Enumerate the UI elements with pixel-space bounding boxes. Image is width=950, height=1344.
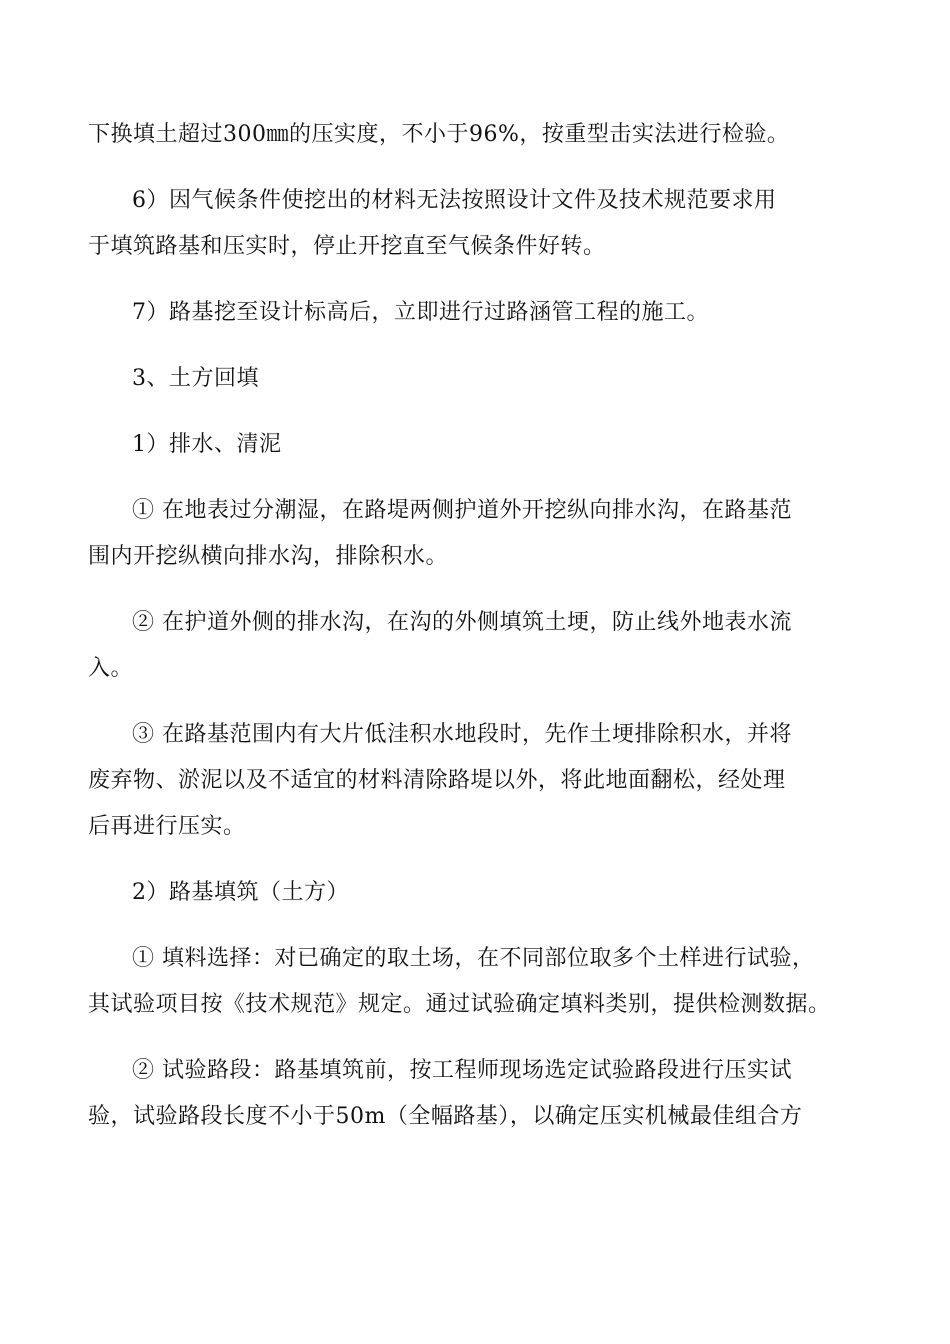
section-heading-earth-backfill: [88, 356, 878, 402]
paragraph-line: 后再进行压实。: [88, 814, 246, 839]
paragraph-item-7: [88, 290, 878, 336]
paragraph-drainage-point-2: [88, 600, 878, 692]
paragraph-line: ① 在地表过分潮湿，在路堤两侧护道外开挖纵向排水沟，在路基范: [132, 498, 792, 523]
paragraph-line: 废弃物、淤泥以及不适宜的材料清除路堤以外，将此地面翻松，经处理: [88, 768, 786, 793]
paragraph-line: 2）路基填筑（土方）: [132, 880, 349, 905]
paragraph-line: 1）排水、清泥: [132, 432, 282, 457]
subheading-drainage-desilting: [88, 422, 878, 468]
paragraph-line: ② 试验路段：路基填筑前，按工程师现场选定试验路段进行压实试: [132, 1058, 792, 1083]
paragraph-line: 其试验项目按《技术规范》规定。通过试验确定填料类别，提供检测数据。: [88, 992, 831, 1017]
paragraph-line: 7）路基挖至设计标高后，立即进行过路涵管工程的施工。: [132, 300, 709, 325]
paragraph-line: 入。: [88, 656, 134, 681]
paragraph-line: ① 填料选择：对已确定的取土场，在不同部位取多个土样进行试验，: [132, 946, 815, 971]
paragraph-line: 围内开挖纵横向排水沟，排除积水。: [88, 544, 449, 569]
paragraph-item-6: [88, 178, 878, 270]
paragraph-drainage-point-3: [88, 712, 878, 850]
paragraph-line: 下换填土超过300㎜的压实度，不小于96%，按重型击实法进行检验。: [88, 122, 790, 147]
subheading-subgrade-filling: [88, 870, 878, 916]
paragraph-line: 于填筑路基和压实时，停止开挖直至气候条件好转。: [88, 234, 606, 259]
paragraph-line: 6）因气候条件使挖出的材料无法按照设计文件及技术规范要求用: [132, 188, 777, 213]
paragraph-line: 3、土方回填: [132, 366, 259, 391]
paragraph-test-section: [88, 1048, 878, 1140]
document-body: [88, 112, 878, 1160]
paragraph-line: ② 在护道外侧的排水沟，在沟的外侧填筑土埂，防止线外地表水流: [132, 610, 792, 635]
paragraph-fill-material-selection: [88, 936, 878, 1028]
paragraph-drainage-point-1: [88, 488, 878, 580]
paragraph-line: 验，试验路段长度不小于50m（全幅路基），以确定压实机械最佳组合方: [88, 1104, 803, 1129]
paragraph-line: ③ 在路基范围内有大片低洼积水地段时，先作土埂排除积水，并将: [132, 722, 792, 747]
paragraph-compaction-requirement: [88, 112, 878, 158]
